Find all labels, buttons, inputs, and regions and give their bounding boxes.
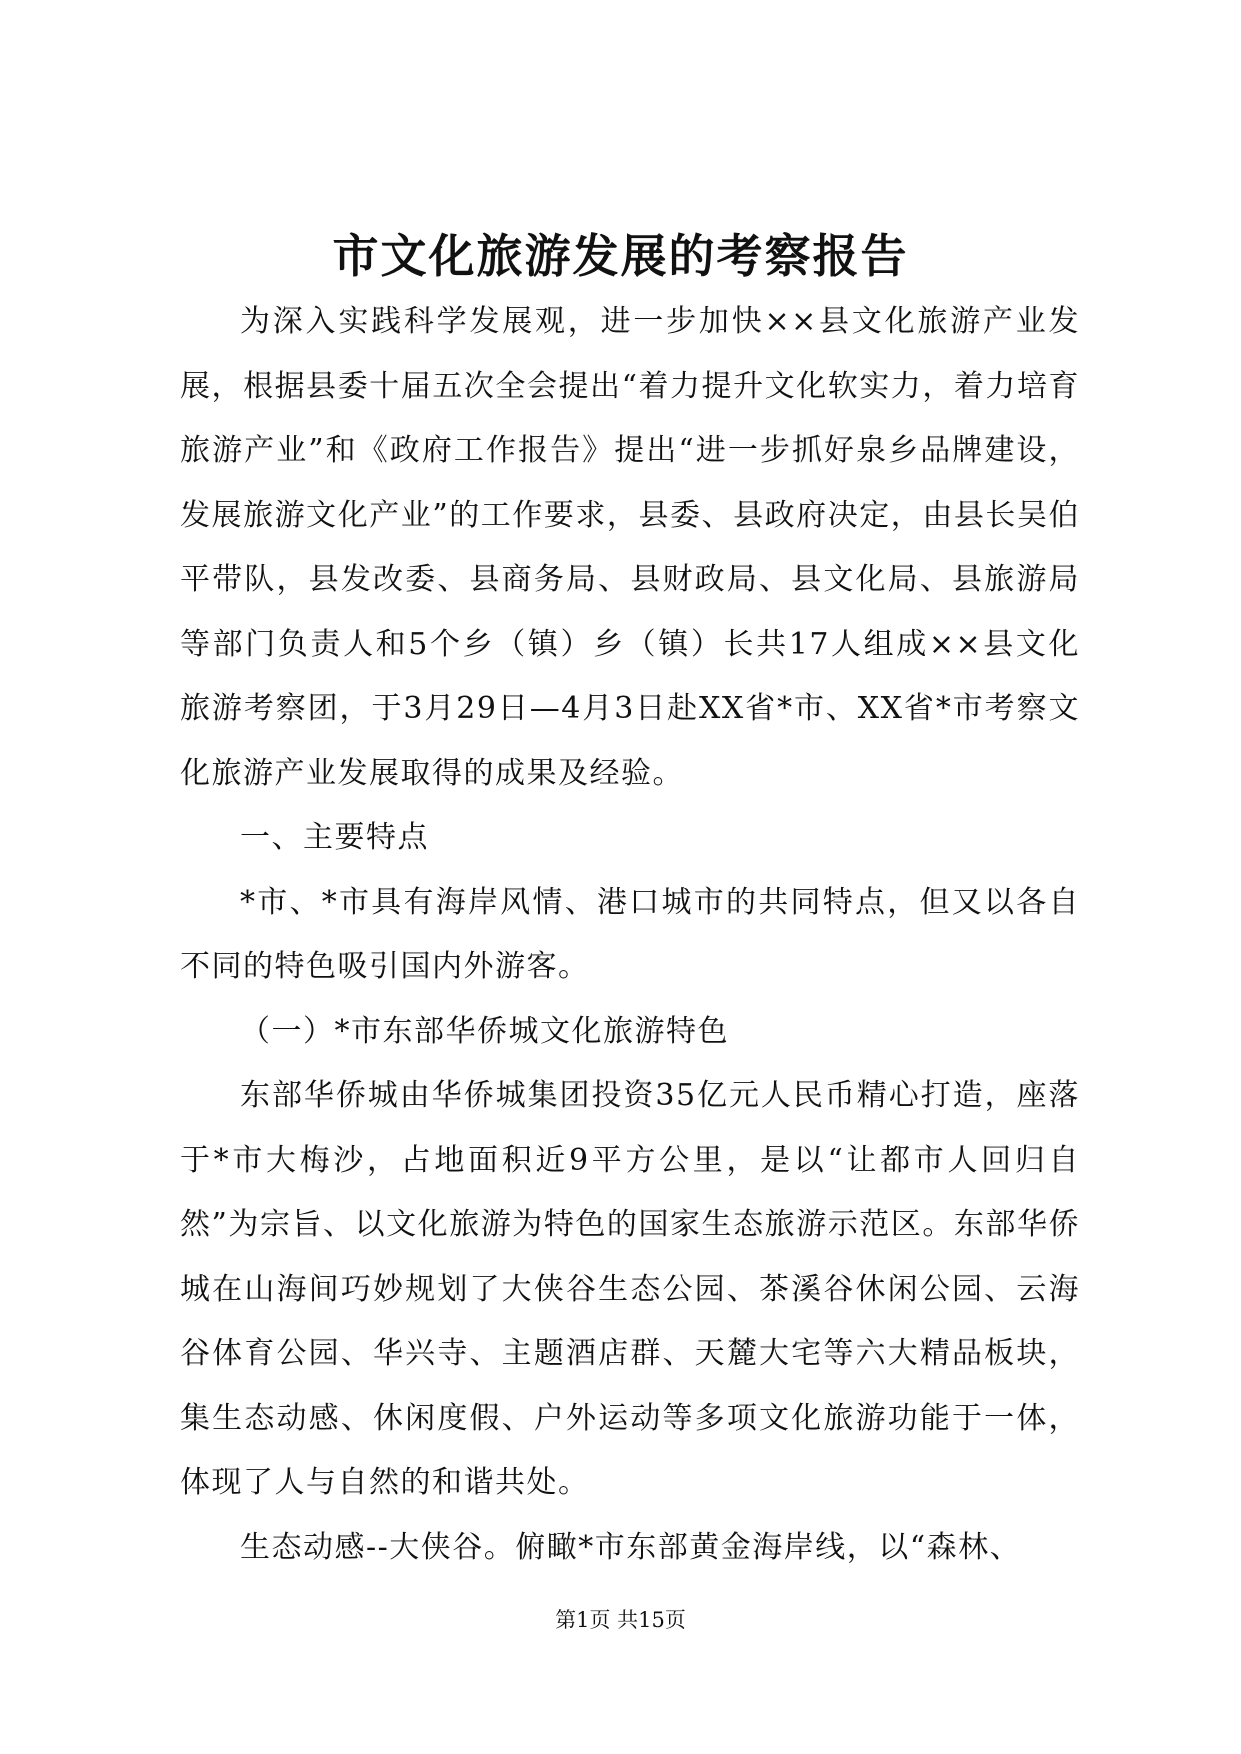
- document-title: 市文化旅游发展的考察报告: [332, 229, 909, 283]
- section-heading-main-features: 一、主要特点: [240, 820, 429, 855]
- document-body: [180, 290, 1080, 1580]
- paragraph-oct-east-description: 东部华侨城由华侨城集团投资35亿元人民币精心打造，座落于*市大梅沙，占地面积近9平方公里，是以“让都市人回归自然”为宗旨、以文化旅游为特色的国家生态旅游示范区。东部华侨城在山海间巧妙规划了大侠谷生态公园、茶溪谷休闲公园、云海谷体育公园、华兴寺、主题酒店群、天麓大宅等六大精品板块，集生态动感、休闲度假、户外运动等多项文化旅游功能于一体，体现了人与自然的和谐共处。: [180, 1078, 1080, 1500]
- paragraph-common-features: *市、*市具有海岸风情、港口城市的共同特点，但又以各自不同的特色吸引国内外游客。: [180, 884, 1080, 984]
- paragraph-intro: 为深入实践科学发展观，进一步加快××县文化旅游产业发展，根据县委十届五次全会提出“着力提升文化软实力，着力培育旅游产业”和《政府工作报告》提出“进一步抓好泉乡品牌建设，发展旅游文化产业”的工作要求，县委、县政府决定，由县长吴伯平带队，县发改委、县商务局、县财政局、县文化局、县旅游局等部门负责人和5个乡（镇）乡（镇）长共17人组成××县文化旅游考察团，于3月29日—4月3日赴XX省*市、XX省*市考察文化旅游产业发展取得的成果及经验。: [180, 304, 1080, 791]
- page-number-footer: 第1页 共15页: [555, 1608, 686, 1632]
- subsection-heading-oct-east: （一）*市东部华侨城文化旅游特色: [240, 1013, 729, 1049]
- paragraph-knight-valley: 生态动感--大侠谷。俯瞰*市东部黄金海岸线，以“森林、: [240, 1529, 1022, 1565]
